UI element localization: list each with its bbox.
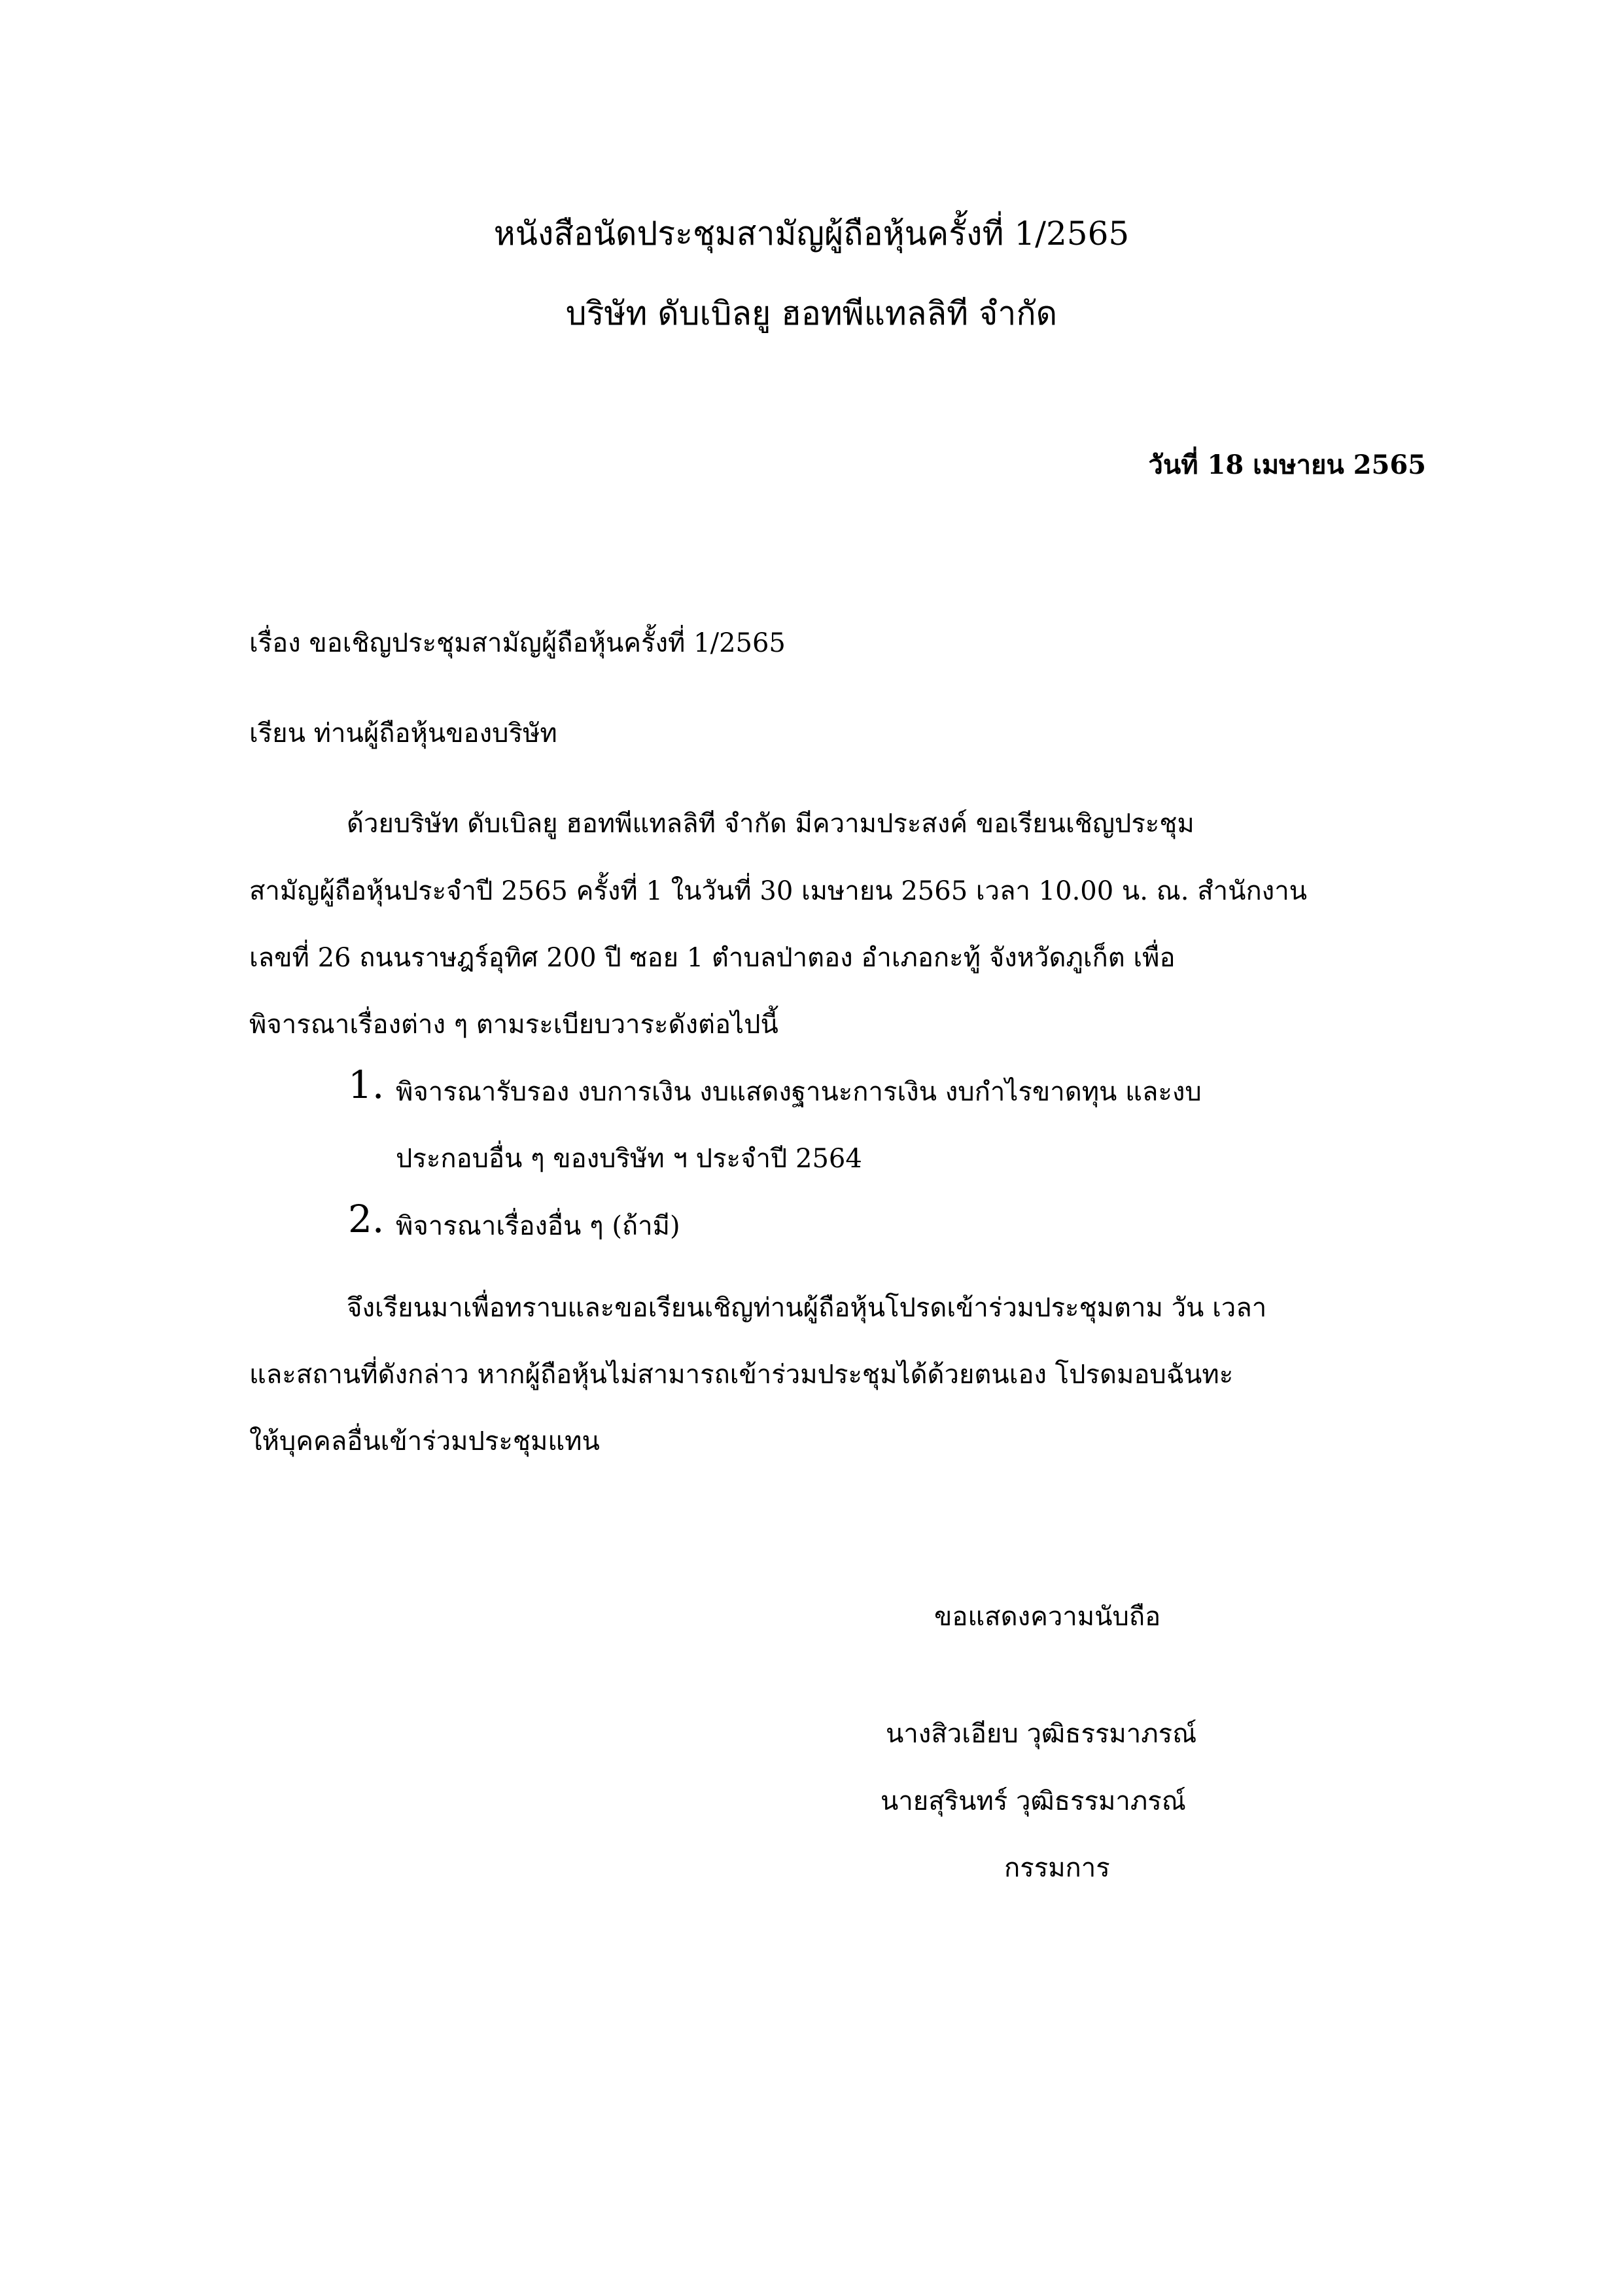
paragraph1-line: เลขที่ 26 ถนนราษฎร์อุทิศ 200 ปี ซอย 1 ตำบลป่าตอง อำเภอกะทู้ จังหวัดภูเก็ต เพื่อ <box>249 943 1176 973</box>
letter-date: วันที่ 18 เมษายน 2565 <box>1148 450 1426 480</box>
paragraph2-line: ให้บุคคลอื่นเข้าร่วมประชุมแทน <box>249 1426 600 1457</box>
agenda-item-text: ประกอบอื่น ๆ ของบริษัท ฯ ประจำปี 2564 <box>396 1144 862 1174</box>
document-title: หนังสือนัดประชุมสามัญผู้ถือหุ้นครั้งที่ 1/2565 <box>493 215 1130 253</box>
agenda-item-number: 1. <box>348 1063 385 1107</box>
paragraph2-line: และสถานที่ดังกล่าว หากผู้ถือหุ้นไม่สามารถเข้าร่วมประชุมได้ด้วยตนเอง โปรดมอบฉันทะ <box>249 1360 1234 1390</box>
agenda-item-number: 2. <box>348 1197 385 1241</box>
paragraph1-line: พิจารณาเรื่องต่าง ๆ ตามระเบียบวาระดังต่อไปนี้ <box>249 1010 778 1040</box>
signatory-title: กรรมการ <box>1004 1853 1110 1883</box>
paragraph1-line: ด้วยบริษัท ดับเบิลยู ฮอทพีแทลลิที จำกัด มีความประสงค์ ขอเรียนเชิญประชุม <box>347 809 1195 839</box>
signatory-name: นางสิวเอียบ วุฒิธรรมาภรณ์ <box>886 1719 1197 1749</box>
recipient-line: เรียน ท่านผู้ถือหุ้นของบริษัท <box>249 718 557 749</box>
company-name: บริษัท ดับเบิลยู ฮอทพีแทลลิที จำกัด <box>565 294 1058 332</box>
subject-line: เรื่อง ขอเชิญประชุมสามัญผู้ถือหุ้นครั้งที่ 1/2565 <box>249 628 786 658</box>
closing-phrase: ขอแสดงความนับถือ <box>934 1602 1161 1632</box>
paragraph2-line: จึงเรียนมาเพื่อทราบและขอเรียนเชิญท่านผู้ถือหุ้นโปรดเข้าร่วมประชุมตาม วัน เวลา <box>347 1293 1267 1323</box>
paragraph1-line: สามัญผู้ถือหุ้นประจำปี 2565 ครั้งที่ 1 ในวันที่ 30 เมษายน 2565 เวลา 10.00 น. ณ. สำนักงาน <box>249 876 1307 906</box>
agenda-item-text: พิจารณารับรอง งบการเงิน งบแสดงฐานะการเงิน งบกำไรขาดทุน และงบ <box>396 1077 1202 1107</box>
agenda-item-text: พิจารณาเรื่องอื่น ๆ (ถ้ามี) <box>396 1211 680 1241</box>
signatory-name: นายสุรินทร์ วุฒิธรรมาภรณ์ <box>881 1786 1186 1816</box>
